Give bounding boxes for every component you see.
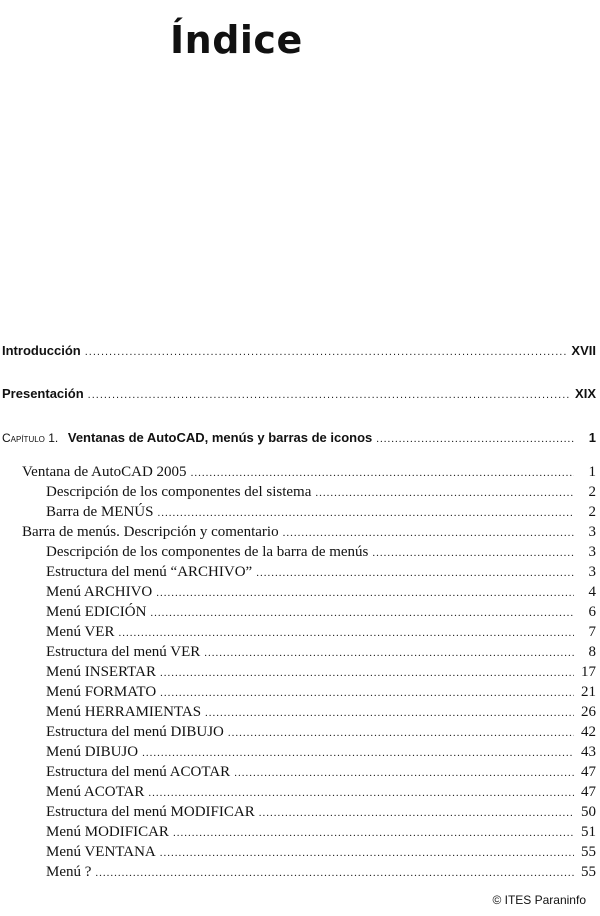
toc-entry-label: Barra de menús. Descripción y comentario bbox=[22, 524, 279, 540]
page-title: Índice bbox=[170, 18, 303, 62]
toc-entry-page: 43 bbox=[581, 744, 596, 760]
toc-entry-page: 47 bbox=[581, 764, 596, 780]
dot-leader bbox=[283, 527, 574, 539]
dot-leader bbox=[204, 647, 574, 659]
toc-entry[interactable] bbox=[0, 684, 600, 701]
dot-leader bbox=[234, 767, 574, 779]
dot-leader bbox=[372, 547, 574, 559]
toc-entry-page: 55 bbox=[581, 844, 596, 860]
toc-entry-page: 1 bbox=[588, 464, 596, 480]
toc-entry[interactable] bbox=[0, 664, 600, 681]
toc-entry[interactable] bbox=[0, 464, 600, 481]
dot-leader bbox=[256, 567, 574, 579]
dot-leader bbox=[85, 346, 568, 358]
dot-leader bbox=[142, 747, 574, 759]
toc-entry-label: Estructura del menú VER bbox=[46, 644, 201, 660]
toc-entry[interactable] bbox=[0, 504, 600, 521]
toc-entry-page: 17 bbox=[581, 664, 596, 680]
dot-leader bbox=[315, 487, 574, 499]
toc-entry-introduccion[interactable] bbox=[0, 343, 600, 358]
dot-leader bbox=[88, 389, 571, 401]
toc-entry-label: Menú ? bbox=[46, 864, 92, 880]
toc-entry-label: Menú ACOTAR bbox=[46, 784, 145, 800]
toc-entry[interactable] bbox=[0, 784, 600, 801]
toc-entry[interactable] bbox=[0, 644, 600, 661]
toc-entry[interactable] bbox=[0, 824, 600, 841]
toc-entry-page: 3 bbox=[588, 524, 596, 540]
toc-entry-page: 6 bbox=[588, 604, 596, 620]
dot-leader bbox=[205, 707, 574, 719]
toc-entry-label: Menú FORMATO bbox=[46, 684, 157, 700]
dot-leader bbox=[95, 867, 574, 879]
toc-entry-label: Menú EDICIÓN bbox=[46, 604, 147, 620]
toc-entry-label: Menú INSERTAR bbox=[46, 664, 156, 680]
dot-leader bbox=[376, 433, 574, 445]
dot-leader bbox=[148, 787, 574, 799]
toc-entry-label: Menú HERRAMIENTAS bbox=[46, 704, 202, 720]
toc-entry-page: 21 bbox=[581, 684, 596, 700]
toc-entry-page: 51 bbox=[581, 824, 596, 840]
dot-leader bbox=[160, 847, 574, 859]
chapter-title: Ventanas de AutoCAD, menús y barras de iconos bbox=[67, 430, 373, 445]
chapter-page: 1 bbox=[588, 430, 596, 445]
toc-entry-label: Presentación bbox=[2, 386, 84, 401]
toc-entry-label: Estructura del menú DIBUJO bbox=[46, 724, 224, 740]
toc-entry[interactable] bbox=[0, 624, 600, 641]
toc-entry-label: Estructura del menú ACOTAR bbox=[46, 764, 231, 780]
toc-entry[interactable] bbox=[0, 844, 600, 861]
toc-entry-page: 47 bbox=[581, 784, 596, 800]
toc-entry[interactable] bbox=[0, 764, 600, 781]
chapter-number: Capítulo 1. bbox=[2, 431, 59, 445]
toc-entry-label: Estructura del menú MODIFICAR bbox=[46, 804, 255, 820]
toc-entry-label: Menú VENTANA bbox=[46, 844, 156, 860]
toc-entry[interactable] bbox=[0, 724, 600, 741]
dot-leader bbox=[156, 587, 574, 599]
toc-entry[interactable] bbox=[0, 564, 600, 581]
toc-entry-page: XVII bbox=[571, 343, 596, 358]
toc-entry-label: Introducción bbox=[2, 343, 81, 358]
toc-entry-label: Menú VER bbox=[46, 624, 115, 640]
toc-entry-page: 42 bbox=[581, 724, 596, 740]
toc-entry-label: Menú DIBUJO bbox=[46, 744, 139, 760]
dot-leader bbox=[157, 507, 574, 519]
dot-leader bbox=[228, 727, 574, 739]
toc-entry-label: Descripción de los componentes de la barra de menús bbox=[46, 544, 369, 560]
toc-entry-page: 8 bbox=[588, 644, 596, 660]
dot-leader bbox=[259, 807, 574, 819]
dot-leader bbox=[118, 627, 574, 639]
copyright-footer: © ITES Paraninfo bbox=[492, 893, 586, 907]
toc-entry-page: 26 bbox=[581, 704, 596, 720]
toc-entry-page: 2 bbox=[588, 484, 596, 500]
toc-entry-label: Barra de MENÚS bbox=[46, 504, 154, 520]
toc-entry-page: 7 bbox=[588, 624, 596, 640]
toc-entry[interactable] bbox=[0, 804, 600, 821]
toc-entry-label: Ventana de AutoCAD 2005 bbox=[22, 464, 187, 480]
toc-entry[interactable] bbox=[0, 704, 600, 721]
toc-entry-page: XIX bbox=[575, 386, 596, 401]
toc-entry-label: Descripción de los componentes del sistema bbox=[46, 484, 312, 500]
dot-leader bbox=[160, 667, 574, 679]
chapter-heading bbox=[2, 430, 372, 445]
dot-leader bbox=[173, 827, 574, 839]
toc-entry[interactable] bbox=[0, 584, 600, 601]
dot-leader bbox=[160, 687, 574, 699]
toc-chapter-1[interactable] bbox=[0, 430, 600, 445]
toc-entry-label: Estructura del menú “ARCHIVO” bbox=[46, 564, 253, 580]
toc-entry-page: 3 bbox=[588, 544, 596, 560]
toc-entry[interactable] bbox=[0, 864, 600, 881]
toc-entry-label: Menú MODIFICAR bbox=[46, 824, 169, 840]
toc-entry[interactable] bbox=[0, 484, 600, 501]
toc-entry-page: 55 bbox=[581, 864, 596, 880]
toc-entry[interactable] bbox=[0, 744, 600, 761]
toc-entry[interactable] bbox=[0, 604, 600, 621]
toc-entry[interactable] bbox=[0, 544, 600, 561]
toc-entry-label: Menú ARCHIVO bbox=[46, 584, 153, 600]
toc-entry-page: 50 bbox=[581, 804, 596, 820]
toc-entry-page: 3 bbox=[588, 564, 596, 580]
toc-entry[interactable] bbox=[0, 524, 600, 541]
toc-entry-page: 4 bbox=[588, 584, 596, 600]
dot-leader bbox=[191, 467, 574, 479]
toc-entry-page: 2 bbox=[588, 504, 596, 520]
toc-entry-presentacion[interactable] bbox=[0, 386, 600, 401]
dot-leader bbox=[150, 607, 574, 619]
